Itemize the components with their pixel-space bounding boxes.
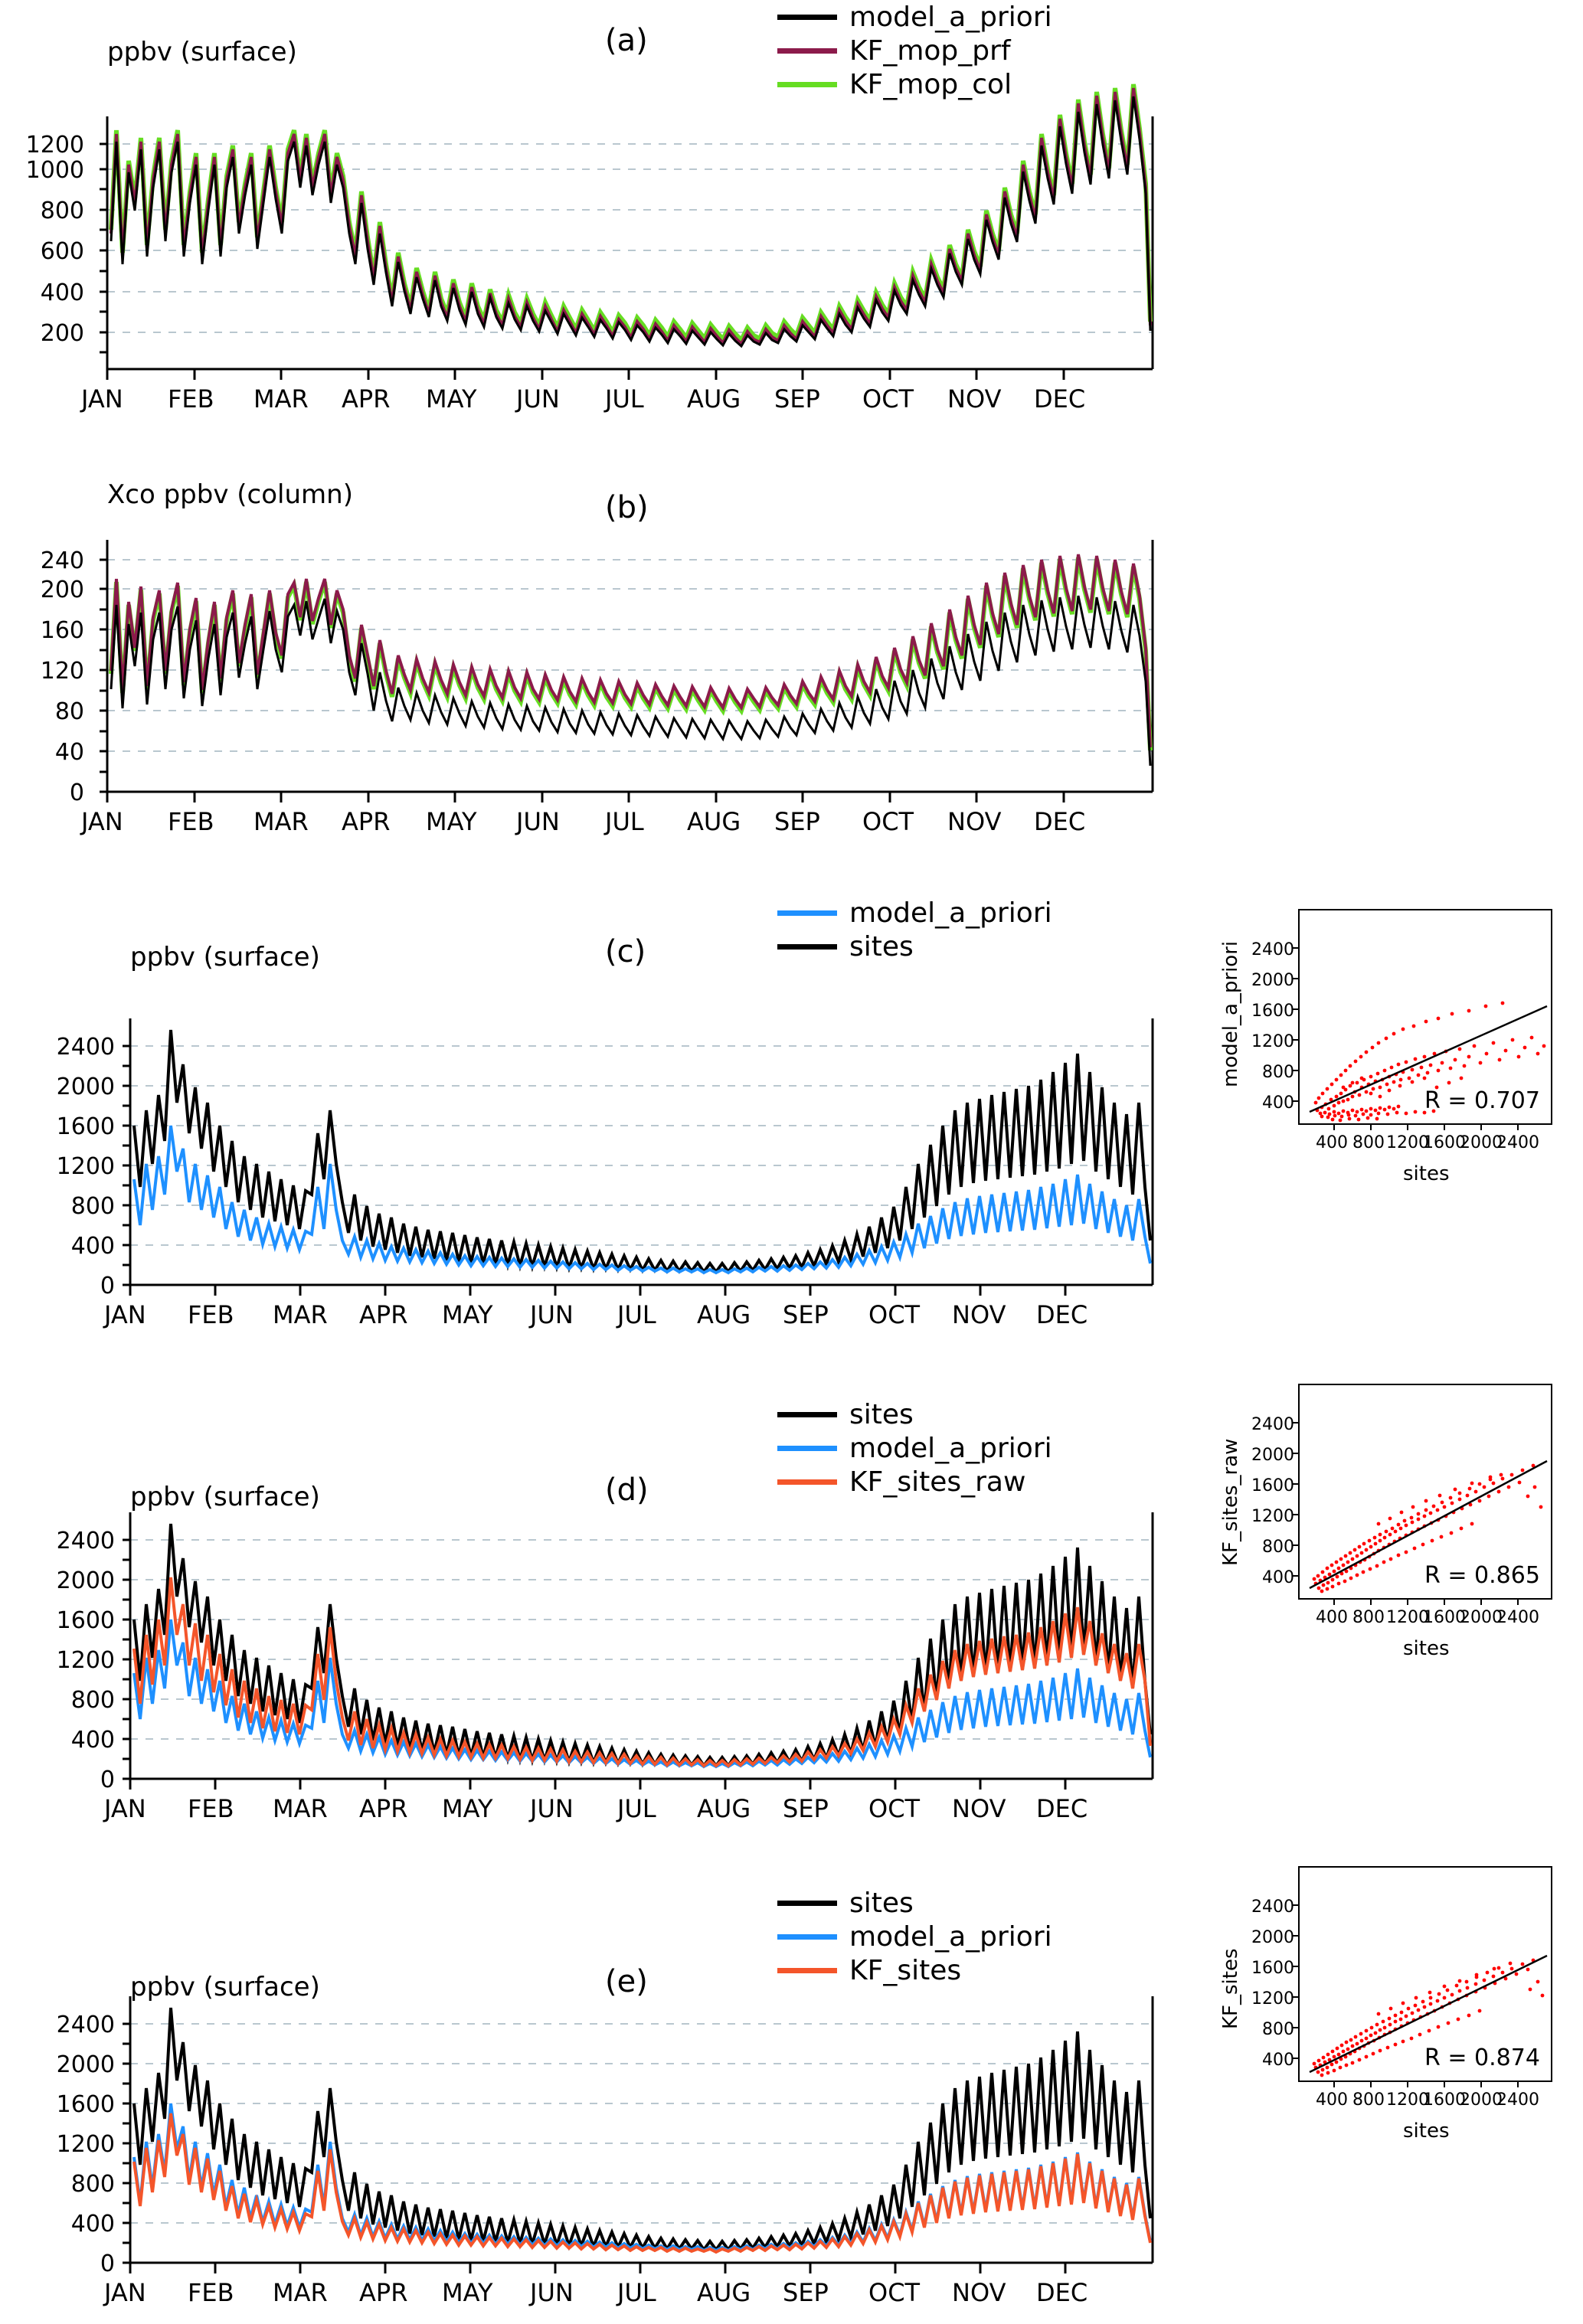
x-tick-label: APR	[359, 1794, 408, 1823]
x-tick-label: NOV	[952, 1794, 1006, 1823]
panel-a	[0, 0, 1195, 429]
y-tick-label: 800	[70, 1687, 115, 1714]
x-tick-label: JAN	[81, 384, 123, 413]
panel-d-plot	[0, 1374, 1195, 1872]
x-tick-label: DEC	[1034, 384, 1086, 413]
sc-x-tick-label: 2000	[1460, 1608, 1503, 1627]
legend-label: model_a_priori	[849, 897, 1052, 929]
panel-a-letter: (a)	[605, 23, 648, 58]
x-tick-label: AUG	[697, 2278, 751, 2307]
y-tick-label: 200	[40, 320, 84, 347]
x-tick-label: APR	[342, 384, 391, 413]
y-tick-label: 120	[40, 658, 84, 685]
x-tick-label: SEP	[774, 807, 820, 836]
panel-b-letter: (b)	[605, 490, 649, 525]
x-tick-label: MAR	[273, 1300, 328, 1329]
panel-c-title: ppbv (surface)	[130, 942, 320, 972]
sc-y-tick-label: 1600	[1251, 1959, 1294, 1978]
y-tick-label: 1600	[56, 2091, 115, 2118]
x-tick-label: JAN	[104, 1794, 146, 1823]
x-tick-label: MAY	[426, 384, 477, 413]
y-tick-label: 400	[70, 2211, 115, 2237]
y-tick-label: 0	[69, 780, 84, 806]
y-tick-label: 2400	[56, 1528, 115, 1554]
sc-y-tick-label: 800	[1262, 1538, 1294, 1557]
sc-x-tick-label: 400	[1316, 2090, 1348, 2110]
legend-label: KF_mop_prf	[849, 34, 1011, 67]
x-tick-label: JUL	[617, 1300, 656, 1329]
panel-a-title: ppbv (surface)	[107, 37, 297, 67]
sc-ylabel: model_a_priori	[1219, 940, 1242, 1087]
sc-y-tick-label: 1200	[1251, 1032, 1294, 1051]
sc-x-tick-label: 800	[1352, 2090, 1385, 2110]
scatter-e	[1219, 1853, 1562, 2198]
x-tick-label: FEB	[168, 384, 214, 413]
sc-xlabel: sites	[1403, 1162, 1450, 1185]
panel-d-letter: (d)	[605, 1473, 649, 1508]
x-tick-label: FEB	[168, 807, 214, 836]
sc-y-tick-label: 400	[1262, 1568, 1294, 1587]
x-tick-label: JAN	[104, 2278, 146, 2307]
sc-x-tick-label: 2400	[1496, 2090, 1539, 2110]
x-tick-label: JUL	[605, 384, 644, 413]
y-tick-label: 2000	[56, 2051, 115, 2078]
y-tick-label: 1200	[56, 1153, 115, 1180]
y-tick-label: 1200	[56, 1647, 115, 1674]
x-tick-label: NOV	[947, 807, 1002, 836]
sc-x-tick-label: 1600	[1423, 1608, 1466, 1627]
x-tick-label: APR	[342, 807, 391, 836]
sc-y-tick-label: 800	[1262, 2020, 1294, 2039]
correlation-annotation: R = 0.874	[1424, 2045, 1540, 2071]
y-tick-label: 240	[40, 547, 84, 574]
y-tick-label: 160	[40, 617, 84, 644]
y-tick-label: 1200	[25, 132, 84, 159]
x-tick-label: JUN	[516, 384, 560, 413]
sc-y-tick-label: 1600	[1251, 1002, 1294, 1021]
x-tick-label: AUG	[687, 807, 741, 836]
panel-d-title: ppbv (surface)	[130, 1482, 320, 1512]
y-tick-label: 0	[100, 1273, 115, 1299]
scatter-d	[1219, 1371, 1562, 1715]
x-tick-label: FEB	[188, 2278, 234, 2307]
sc-x-tick-label: 2000	[1460, 2090, 1503, 2110]
sc-y-tick-label: 2400	[1251, 1897, 1294, 1917]
x-tick-label: JUN	[530, 1794, 574, 1823]
x-tick-label: JUN	[530, 1300, 574, 1329]
sc-xlabel: sites	[1403, 1637, 1450, 1660]
y-tick-label: 400	[70, 1233, 115, 1260]
legend-label: model_a_priori	[849, 1432, 1052, 1464]
x-tick-label: OCT	[862, 384, 914, 413]
sc-y-tick-label: 400	[1262, 2051, 1294, 2070]
y-tick-label: 400	[70, 1727, 115, 1754]
y-tick-label: 80	[54, 698, 84, 725]
y-tick-label: 2400	[56, 2012, 115, 2038]
legend-label: sites	[849, 930, 914, 963]
sc-x-tick-label: 2000	[1460, 1133, 1503, 1152]
x-tick-label: JUL	[617, 1794, 656, 1823]
sc-x-tick-label: 1200	[1386, 1133, 1429, 1152]
panel-b	[0, 429, 1195, 858]
sc-x-tick-label: 1600	[1423, 1133, 1466, 1152]
sc-y-tick-label: 2400	[1251, 1415, 1294, 1434]
x-tick-label: JUL	[617, 2278, 656, 2307]
y-tick-label: 0	[100, 2250, 115, 2277]
sc-y-tick-label: 2000	[1251, 1928, 1294, 1947]
scatter-d-plot	[1225, 1371, 1562, 1715]
sc-y-tick-label: 2000	[1251, 971, 1294, 990]
x-tick-label: APR	[359, 2278, 408, 2307]
sc-xlabel: sites	[1403, 2120, 1450, 2143]
x-tick-label: AUG	[697, 1300, 751, 1329]
panel-d	[0, 1374, 1195, 1872]
x-tick-label: OCT	[862, 807, 914, 836]
y-tick-label: 800	[70, 1193, 115, 1220]
y-tick-label: 2400	[56, 1034, 115, 1061]
x-tick-label: MAY	[442, 1794, 493, 1823]
legend-label: KF_sites_raw	[849, 1466, 1026, 1498]
x-tick-label: SEP	[783, 2278, 829, 2307]
y-tick-label: 1600	[56, 1113, 115, 1140]
x-tick-label: MAR	[273, 2278, 328, 2307]
sc-x-tick-label: 2400	[1496, 1608, 1539, 1627]
legend-label: sites	[849, 1887, 914, 1919]
sc-x-tick-label: 2400	[1496, 1133, 1539, 1152]
x-tick-label: APR	[359, 1300, 408, 1329]
x-tick-label: JUL	[605, 807, 644, 836]
sc-y-tick-label: 1200	[1251, 1989, 1294, 2009]
x-tick-label: MAR	[253, 384, 309, 413]
x-tick-label: SEP	[783, 1300, 829, 1329]
sc-y-tick-label: 2400	[1251, 940, 1294, 959]
y-tick-label: 0	[100, 1767, 115, 1793]
x-tick-label: NOV	[947, 384, 1002, 413]
x-tick-label: OCT	[868, 1794, 921, 1823]
scatter-e-plot	[1225, 1853, 1562, 2198]
legend-label: KF_mop_col	[849, 68, 1012, 100]
x-tick-label: OCT	[868, 1300, 921, 1329]
x-tick-label: JUN	[516, 807, 560, 836]
x-tick-label: AUG	[687, 384, 741, 413]
x-tick-label: FEB	[188, 1794, 234, 1823]
x-tick-label: JUN	[530, 2278, 574, 2307]
legend-label: model_a_priori	[849, 1, 1052, 33]
x-tick-label: MAR	[273, 1794, 328, 1823]
sc-y-tick-label: 1600	[1251, 1476, 1294, 1495]
sc-x-tick-label: 800	[1352, 1133, 1385, 1152]
x-tick-label: NOV	[952, 1300, 1006, 1329]
y-tick-label: 1200	[56, 2131, 115, 2158]
x-tick-label: MAR	[253, 807, 309, 836]
sc-y-tick-label: 800	[1262, 1063, 1294, 1082]
panel-c	[0, 881, 1195, 1378]
x-tick-label: MAY	[442, 2278, 493, 2307]
panel-e-plot	[0, 1849, 1195, 2324]
panel-e-title: ppbv (surface)	[130, 1972, 320, 2002]
sc-x-tick-label: 400	[1316, 1133, 1348, 1152]
legend-label: sites	[849, 1398, 914, 1430]
x-tick-label: FEB	[188, 1300, 234, 1329]
sc-y-tick-label: 400	[1262, 1093, 1294, 1113]
x-tick-label: NOV	[952, 2278, 1006, 2307]
panel-a-plot	[0, 0, 1195, 429]
y-tick-label: 1000	[25, 157, 84, 184]
x-tick-label: JAN	[104, 1300, 146, 1329]
panel-e-letter: (e)	[605, 1964, 648, 1999]
legend-label: KF_sites	[849, 1954, 962, 1986]
x-tick-label: DEC	[1034, 807, 1086, 836]
x-tick-label: DEC	[1036, 1794, 1088, 1823]
panel-c-letter: (c)	[605, 934, 646, 969]
legend-label: model_a_priori	[849, 1920, 1052, 1953]
y-tick-label: 2000	[56, 1074, 115, 1100]
y-tick-label: 1600	[56, 1607, 115, 1634]
y-tick-label: 40	[54, 739, 84, 766]
correlation-annotation: R = 0.865	[1424, 1562, 1540, 1589]
y-tick-label: 2000	[56, 1567, 115, 1594]
sc-x-tick-label: 400	[1316, 1608, 1348, 1627]
x-tick-label: SEP	[783, 1794, 829, 1823]
x-tick-label: DEC	[1036, 2278, 1088, 2307]
panel-b-title: Xco ppbv (column)	[107, 479, 353, 510]
x-tick-label: DEC	[1036, 1300, 1088, 1329]
sc-y-tick-label: 2000	[1251, 1446, 1294, 1465]
correlation-annotation: R = 0.707	[1424, 1087, 1540, 1114]
scatter-c-plot	[1225, 896, 1562, 1240]
scatter-c	[1219, 896, 1562, 1240]
y-tick-label: 600	[40, 238, 84, 265]
y-tick-label: 800	[70, 2171, 115, 2198]
x-tick-label: JAN	[81, 807, 123, 836]
panel-e	[0, 1849, 1195, 2324]
sc-x-tick-label: 1200	[1386, 1608, 1429, 1627]
panel-b-plot	[0, 429, 1195, 858]
y-tick-label: 800	[40, 198, 84, 224]
sc-x-tick-label: 800	[1352, 1608, 1385, 1627]
sc-ylabel: KF_sites	[1219, 1948, 1242, 2029]
sc-x-tick-label: 1200	[1386, 2090, 1429, 2110]
x-tick-label: AUG	[697, 1794, 751, 1823]
sc-x-tick-label: 1600	[1423, 2090, 1466, 2110]
x-tick-label: MAY	[442, 1300, 493, 1329]
x-tick-label: SEP	[774, 384, 820, 413]
sc-ylabel: KF_sites_raw	[1219, 1438, 1242, 1566]
y-tick-label: 400	[40, 279, 84, 306]
panel-c-plot	[0, 881, 1195, 1378]
x-tick-label: OCT	[868, 2278, 921, 2307]
sc-y-tick-label: 1200	[1251, 1507, 1294, 1526]
x-tick-label: MAY	[426, 807, 477, 836]
y-tick-label: 200	[40, 577, 84, 603]
